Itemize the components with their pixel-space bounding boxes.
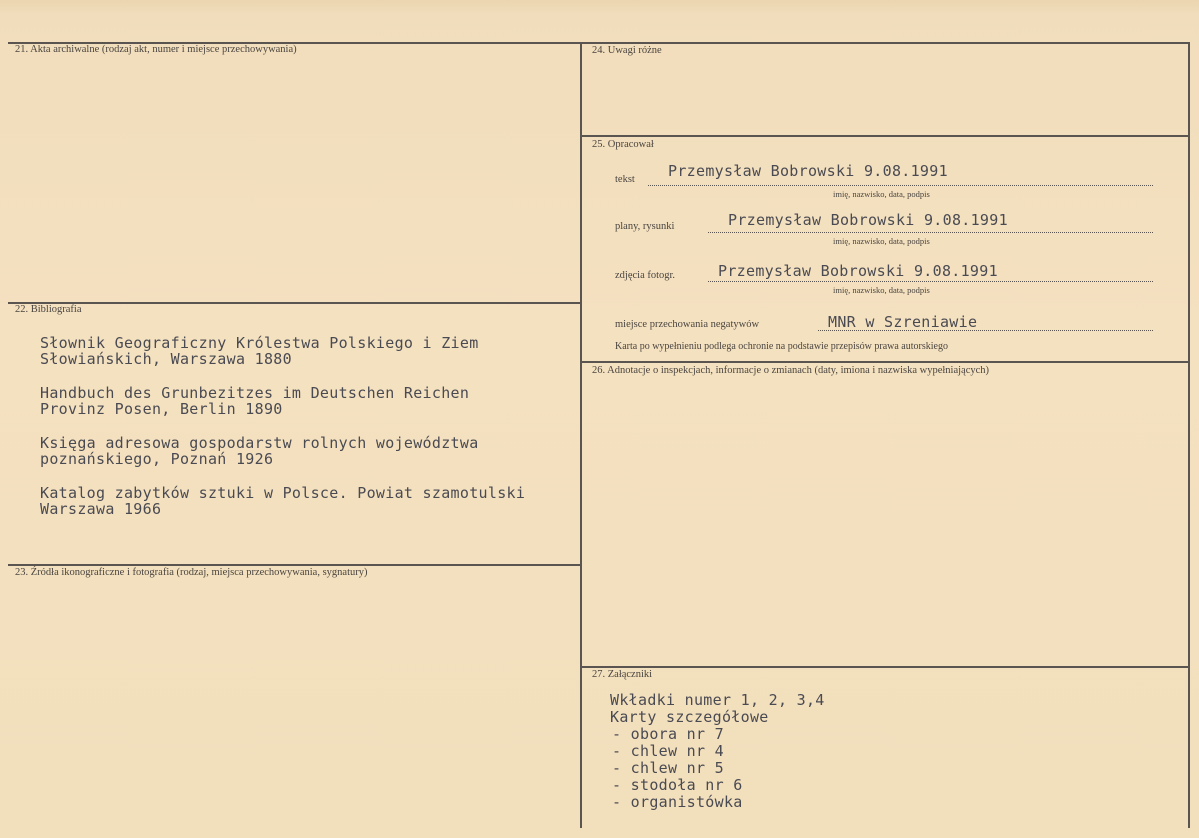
divider-22-23 — [8, 564, 580, 566]
bib-entry-2-line-2: Provinz Posen, Berlin 1890 — [40, 400, 283, 418]
section-22-label: 22. Bibliografia — [15, 304, 82, 315]
section-25-label: 25. Opracował — [592, 139, 654, 150]
bib-entry-4-line-1: Katalog zabytków sztuki w Polsce. Powiat szamotulski — [40, 484, 526, 502]
bib-entry-2-line-1: Handbuch des Grunbezitzes im Deutschen Reichen — [40, 384, 470, 402]
zalacznik-line-3: - obora nr 7 — [612, 725, 724, 743]
zalacznik-line-1: Wkładki numer 1, 2, 3,4 — [610, 691, 825, 709]
zdjecia-dotted-line — [708, 281, 1153, 282]
divider-25-26 — [580, 361, 1188, 363]
section-27-label: 27. Załączniki — [592, 669, 653, 680]
miejsce-value: MNR w Szreniawie — [828, 313, 978, 331]
tekst-dotted-line — [648, 185, 1153, 186]
zdjecia-caption: imię, nazwisko, data, podpis — [833, 285, 930, 295]
miejsce-label: miejsce przechowania negatywów — [615, 319, 760, 330]
bib-entry-1-line-2: Słowiańskich, Warszawa 1880 — [40, 350, 292, 368]
section-24-label: 24. Uwagi różne — [592, 45, 662, 56]
top-edge — [0, 0, 1199, 14]
plany-label: plany, rysunki — [615, 221, 675, 232]
zalacznik-line-6: - stodoła nr 6 — [612, 776, 743, 794]
divider-21-22 — [8, 302, 580, 304]
section-26-label: 26. Adnotacje o inspekcjach, informacje o zmianach (daty, imiona i nazwiska wypełniających) — [592, 365, 990, 376]
center-divider — [580, 42, 582, 828]
plany-value: Przemysław Bobrowski 9.08.1991 — [728, 211, 1008, 229]
plany-dotted-line — [708, 232, 1153, 233]
bib-entry-4-line-2: Warszawa 1966 — [40, 500, 162, 518]
bib-entry-1-line-1: Słownik Geograficzny Królestwa Polskiego i Ziem — [40, 334, 479, 352]
tekst-caption: imię, nazwisko, data, podpis — [833, 189, 930, 199]
zdjecia-value: Przemysław Bobrowski 9.08.1991 — [718, 262, 998, 280]
section-21-label: 21. Akta archiwalne (rodzaj akt, numer i miejsce przechowywania) — [15, 44, 297, 55]
zalacznik-line-5: - chlew nr 5 — [612, 759, 724, 777]
section-23-label: 23. Źródła ikonograficzne i fotografia (rodzaj, miejsca przechowywania, sygnatury) — [15, 567, 368, 578]
right-border — [1188, 42, 1190, 828]
zalacznik-line-7: - organistówka — [612, 793, 743, 811]
bib-entry-3-line-2: poznańskiego, Poznań 1926 — [40, 450, 274, 468]
karta-note: Karta po wypełnieniu podlega ochronie na podstawie przepisów prawa autorskiego — [615, 341, 948, 352]
zdjecia-label: zdjęcia fotogr. — [615, 270, 676, 281]
tekst-value: Przemysław Bobrowski 9.08.1991 — [668, 162, 948, 180]
bib-entry-3-line-1: Księga adresowa gospodarstw rolnych województwa — [40, 434, 479, 452]
zalacznik-line-4: - chlew nr 4 — [612, 742, 724, 760]
divider-26-27 — [580, 666, 1188, 668]
zalacznik-line-2: Karty szczegółowe — [610, 708, 769, 726]
plany-caption: imię, nazwisko, data, podpis — [833, 236, 930, 246]
divider-24-25 — [580, 135, 1188, 137]
tekst-label: tekst — [615, 174, 635, 185]
